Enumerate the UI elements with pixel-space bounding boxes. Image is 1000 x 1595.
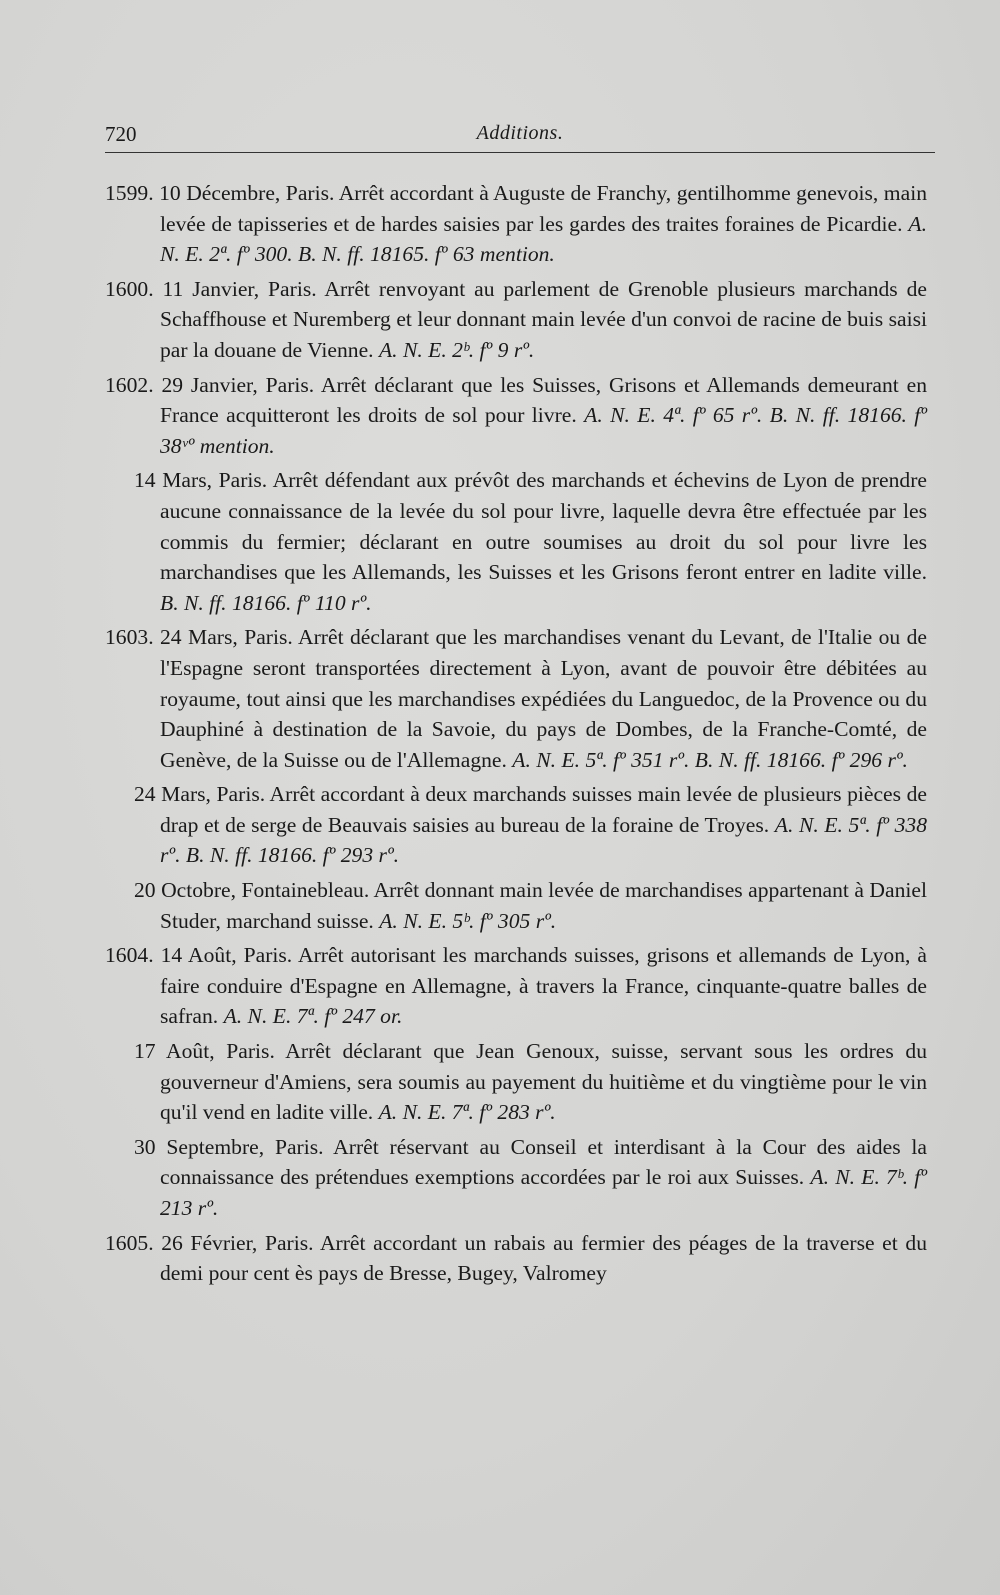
entry-1604-09-30 — [105, 1132, 927, 1224]
entry-text: 26 Février, Paris. Arrêt accordant un rabais au fermier des péages de la traverse et du demi pour cent ès pays de Bresse, Bugey, Valromey — [153, 1230, 927, 1286]
entry-1599-12-10 — [105, 178, 927, 270]
entry-1603-10-20 — [105, 875, 927, 936]
entry-reference: A. N. E. 4ª. fº 65 rº. B. N. ff. 18166. fº 38ᵛº mention. — [160, 403, 928, 458]
entry-1603-03-24-a — [105, 622, 927, 775]
entry-reference: A. N. E. 2ª. fº 300. B. N. ff. 18165. fº 63 mention. — [160, 211, 927, 267]
running-title: Additions. — [476, 122, 564, 144]
entry-text: 24 Mars, Paris. Arrêt accordant à deux marchands suisses main levée de plusieurs pièces de drap et de serge de Beauvais saisies au bureau de la foraine de Troyes. — [134, 782, 927, 837]
entry-text: 10 Décembre, Paris. Arrêt accordant à Auguste de Franchy, gentilhomme genevois, main levée de tapisseries et de hardes saisies par les gardes des traites foraines de Picardie. — [153, 181, 927, 236]
entry-1604-08-14 — [105, 940, 927, 1032]
entry-reference: A. N. E. 7ª. fº 283 rº. — [378, 1100, 556, 1125]
entry-1602-01-29 — [105, 370, 927, 462]
entry-text: 11 Janvier, Paris. Arrêt renvoyant au parlement de Grenoble plusieurs marchands de Schaffhouse et Nuremberg et leur donnant main levée d'un convoi de racine de buis saisi par la douane de Vienne. — [153, 276, 927, 362]
entry-year: 1599. — [105, 181, 154, 205]
entry-text: 14 Mars, Paris. Arrêt défendant aux prévôt des marchands et échevins de Lyon de prendre aucune connaissance de la levée du sol pour livre, laquelle devra être effectuée par les commis du fermier; déclarant en outre soumises au droit du sol pour livre les marchandises que les Allemands, les Suisses et les Grisons feront entrer en ladite ville. — [134, 468, 927, 585]
entry-text: 30 Septembre, Paris. Arrêt réservant au Conseil et interdisant à la Cour des aides la connaissance des prétendues exemptions accordées par le roi aux Suisses. — [134, 1134, 927, 1190]
entry-text: 14 Août, Paris. Arrêt autorisant les marchands suisses, grisons et allemands de Lyon, à faire conduire d'Espagne en Allemagne, à travers la France, cinquante-quatre balles de safran. — [153, 943, 927, 1029]
page-header — [105, 118, 935, 153]
entry-text: 24 Mars, Paris. Arrêt déclarant que les marchandises venant du Levant, de l'Italie ou de l'Espagne seront transportées directement à Lyon, avant de pouvoir être débitées au royaume, tout ainsi que les marchandises expédiées du Languedoc, de la Provence ou du Dauphiné à destination de la Savoie, du pays de Dombes, de la Franche-Comté, de Genève, de la Suisse ou de l'Allemagne. — [153, 625, 927, 772]
entry-text: 20 Octobre, Fontainebleau. Arrêt donnant main levée de marchandises appartenant à Daniel Studer, marchand suisse. — [134, 878, 927, 933]
entry-year: 1600. — [105, 276, 154, 301]
entry-reference: B. N. ff. 18166. fº 110 rº. — [160, 590, 372, 615]
page-body — [105, 178, 927, 1293]
page-number: 720 — [105, 122, 137, 146]
entry-text: 17 Août, Paris. Arrêt déclarant que Jean Genoux, suisse, servant sous les ordres du gouverneur d'Amiens, sera soumis au payement du huitième et du vingtième pour le vin qu'il vend en ladite ville. — [134, 1039, 927, 1125]
entry-reference: A. N. E. 7ᵇ. fº 213 rº. — [160, 1165, 927, 1220]
entry-reference: A. N. E. 5ª. fº 351 rº. B. N. ff. 18166. fº 296 rº. — [512, 747, 908, 772]
entry-1604-08-17 — [105, 1036, 927, 1128]
entry-reference: A. N. E. 2ᵇ. fº 9 rº. — [378, 337, 535, 362]
entry-year: 1605. — [105, 1230, 154, 1255]
entry-1603-03-24-b — [105, 779, 927, 871]
entry-year: 1602. — [105, 372, 154, 397]
entry-reference: A. N. E. 5ª. fº 338 rº. B. N. ff. 18166. fº 293 rº. — [160, 812, 927, 868]
entry-text: 29 Janvier, Paris. Arrêt déclarant que les Suisses, Grisons et Allemands demeurant en France acquitteront les droits de sol pour livre. — [153, 372, 927, 428]
entry-1602-03-14 — [105, 465, 927, 618]
entry-reference: A. N. E. 7ª. fº 247 or. — [223, 1004, 403, 1029]
entry-reference: A. N. E. 5ᵇ. fº 305 rº. — [379, 908, 557, 933]
entry-year: 1603. — [105, 625, 154, 650]
entry-1605-02-26 — [105, 1228, 927, 1289]
entry-year: 1604. — [105, 943, 154, 968]
entry-1600-01-11 — [105, 274, 927, 366]
